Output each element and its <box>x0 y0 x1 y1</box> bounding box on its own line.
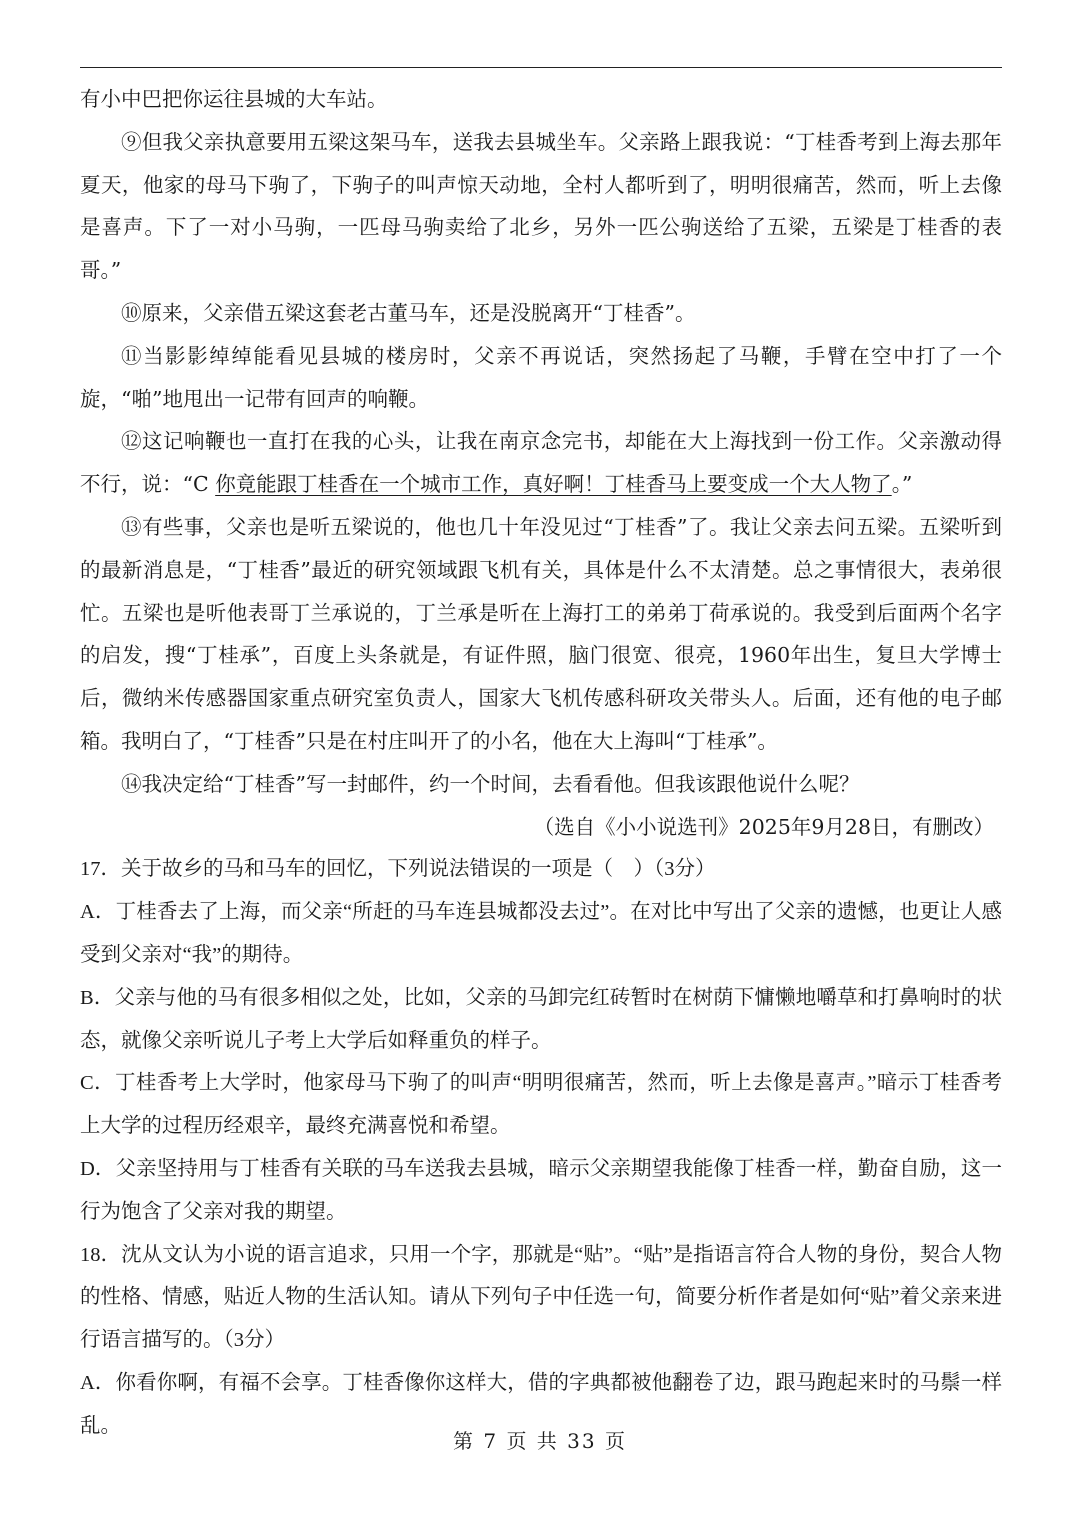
question-17-option-c: C．丁桂香考上大学时，他家母马下驹了的叫声“明明很痛苦，然而，听上去像是喜声。”暗示丁桂香考上大学的过程历经艰辛，最终充满喜悦和希望。 <box>80 1072 1002 1138</box>
question-18-option-a: A．你看你啊，有福不会享。丁桂香像你这样大，借的字典都被他翻卷了边，跟马跑起来时的马鬃一样乱。 <box>80 1371 1002 1437</box>
question-17-option-b: B．父亲与他的马有很多相似之处，比如，父亲的马卸完红砖暂时在树荫下慵懒地嚼草和打鼻响时的状态，就像父亲听说儿子考上大学后如释重负的样子。 <box>80 986 1002 1052</box>
passage-paragraph-12 <box>80 420 1002 506</box>
question-17-option-d: D．父亲坚持用与丁桂香有关联的马车送我去县城，暗示父亲期望我能像丁桂香一样，勤奋自励，这一行为饱含了父亲对我的期望。 <box>80 1157 1002 1223</box>
exam-page-content <box>80 78 1002 1448</box>
question-17-option-a: A．丁桂香去了上海，而父亲“所赶的马车连县城都没去过”。在对比中写出了父亲的遗憾，也更让人感受到父亲对“我”的期待。 <box>80 901 1002 966</box>
question-17-stem: 17．关于故乡的马和马车的回忆，下列说法错误的一项是（ ）（3分） <box>80 858 716 881</box>
passage-paragraph-9: ⑨但我父亲执意要用五梁这架马车，送我去县城坐车。父亲路上跟我说：“丁桂香考到上海去那年夏天，他家的母马下驹了，下驹子的叫声惊天动地，全村人都听到了，明明很痛苦，然而，听上去像是喜声。下了一对小马驹，一匹母马驹卖给了北乡，另外一匹公驹送给了五梁，五梁是丁桂香的表哥。” <box>80 129 1002 283</box>
passage-paragraph-10: ⑩原来，父亲借五梁这套老古董马车，还是没脱离开“丁桂香”。 <box>121 300 696 325</box>
paragraph-12-end: 。” <box>891 472 913 497</box>
underlined-sentence-c: 你竟能跟丁桂香在一个城市工作，真好啊！丁桂香马上要变成一个大人物了 <box>215 472 892 497</box>
header-rule <box>80 67 1002 68</box>
passage-source: （选自《小小说选刊》2025年9月28日，有删改） <box>533 814 994 839</box>
passage-paragraph-14: ⑭我决定给“丁桂香”写一封邮件，约一个时间，去看看他。但我该跟他说什么呢？ <box>121 771 860 796</box>
passage-paragraph-13: ⑬有些事，父亲也是听五梁说的，他也几十年没见过“丁桂香”了。我让父亲去问五梁。五梁听到的最新消息是，“丁桂香”最近的研究领域跟飞机有关，具体是什么不太清楚。总之事情很大，表弟很忙。五梁也是听他表哥丁兰承说的，丁兰承是听在上海打工的弟弟丁荷承说的。我受到后面两个名字的启发，搜“丁桂承”，百度上头条就是，有证件照，脑门很宽、很亮，1960年出生，复旦大学博士后，微纳米传感器国家重点研究室负责人，国家大飞机传感科研攻关带头人。后面，还有他的电子邮箱。我明白了，“丁桂香”只是在村庄叫开了的小名，他在大上海叫“丁桂承”。 <box>80 514 1002 753</box>
question-18-stem: 18．沈从文认为小说的语言追求，只用一个字，那就是“贴”。“贴”是指语言符合人物的身份，契合人物的性格、情感，贴近人物的生活认知。请从下列句子中任选一句，简要分析作者是如何“贴”着父亲来进行语言描写的。（3分） <box>80 1243 1002 1352</box>
paragraph-12-text: ⑫这记响鞭也一直打在我的心头，让我在南京念完书，却能在大上海找到一份工作。父亲激动得不行，说：“C <box>80 429 1002 497</box>
page-number: 第 7 页 共 33 页 <box>453 1429 627 1453</box>
passage-paragraph-11: ⑪当影影绰绰能看见县城的楼房时，父亲不再说话，突然扬起了马鞭，手臂在空中打了一个旋，“啪”地甩出一记带有回声的响鞭。 <box>80 343 1002 411</box>
passage-paragraph-continued: 有小中巴把你运往县城的大车站。 <box>80 87 388 111</box>
